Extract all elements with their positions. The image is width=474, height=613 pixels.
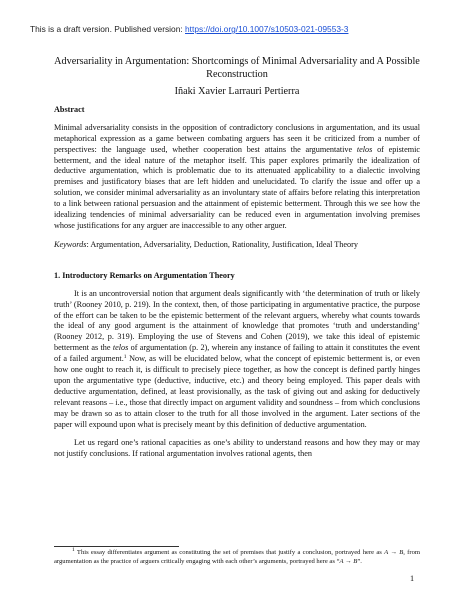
argument-formula: A → B — [384, 549, 404, 556]
draft-notice-text: This is a draft version. Published version: — [30, 24, 186, 34]
draft-notice — [30, 24, 348, 34]
footnote-marker[interactable]: 1 — [123, 354, 127, 361]
doi-link[interactable]: https://doi.org/10.1007/s10503-021-09553-3 — [185, 24, 349, 34]
telos-term: telos — [112, 343, 129, 353]
author-name: Iñaki Xavier Larrauri Pertierra — [174, 86, 300, 97]
section-heading: 1. Introductory Remarks on Argumentation Theory — [54, 270, 235, 280]
keywords-line — [54, 240, 420, 251]
abstract-heading: Abstract — [54, 104, 85, 114]
abstract-text — [54, 123, 420, 232]
page-number: 1 — [410, 574, 415, 583]
paragraph-2-text: Let us regard one’s rational capacities as one’s ability to understand reasons and how they may or may not justify conclusions. If rational argumentation involves rational agents, then — [54, 438, 420, 459]
paper-title: Adversariality in Argumentation: Shortcomings of Minimal Adversariality and A Possible Reconstruction — [54, 56, 420, 80]
footnote-text-b: , from argumentation as the practice of arguers critically engaging with each other’s arguments, portrayed here as “ — [54, 549, 421, 565]
paper-body — [54, 55, 420, 460]
section1-paragraph-1 — [54, 289, 420, 431]
abstract-text-content: Minimal adversariality consists in the opposition of contradictory conclusions in argumentation, and its usual metaphorical expression as a game between combating arguers has seen it be criticized from a number of perspectives: the language used, whether cooperation best attains the argumentative telos of epistemic betterment, and the ideal nature of the metaphor itself. This paper explores primarily the idealization of deductive argumentation, which is problematic due to its attenuated applicability to a dialectic involving premises and justificatory biases that are left hidden and unelucidated. To clarify the issue and offer up a solution, we consider minimal adversariality as an involuntary state of affairs before relating this interpretation to a link between rational persuasion and the attainment of epistemic betterment. Through this we see how the idealizing tendencies of minimal adversariality can be reduced even in argumentation involving premises whose justifications for any arguer are inaccessible to any other arguer. — [54, 122, 420, 230]
footnote-number: 1 — [72, 547, 75, 553]
abstract-telos-term: telos — [356, 144, 373, 154]
keywords-label: Keywords — [54, 239, 87, 249]
keywords-text: : Argumentation, Adversariality, Deduction, Rationality, Justification, Ideal Theory — [86, 239, 358, 249]
footnote — [54, 549, 420, 566]
paragraph-1-part-c: Now, as will be elucidated below, what the concept of epistemic betterment is, or even how one ought to reach it, is difficult to precisely piece together, as how the concept is defined partly hinges upon the argumentative type (deductive, inductive, etc.) and theory being employed. This paper deals with deductive argumentation, defined, at least provisionally, as the task of giving out and asking for deductively relevant reasons – i.e., those that directly impact on argument validity and soundness – from which conclusions may be drawn so as to attain closer to the truth for all those involved in the argument. Later sections of the paper will expound upon what is precisely meant by this definition of deductive argumentation. — [54, 354, 420, 429]
footnote-text-a: This essay differentiates argument as constituting the set of premises that justify a conclusion, portrayed here as — [74, 549, 385, 556]
footnote-text-c: ”. — [357, 557, 362, 565]
paragraph-1-part-b: of argumentation (p. 2), wherein any instance of failing to attain it constitutes the event of a failed argument. — [54, 343, 420, 364]
section1-paragraph-2 — [54, 438, 420, 460]
paragraph-1-part-a: It is an uncontroversial notion that argument deals significantly with ‘the determination of truth or likely truth’ (Rooney 2010, p. 219). In the context, then, of those participating in argumentative practice, the purpose of the effort can be taken to be the epistemic betterment of the relevant arguers, whereby what counts towards the ideal of any good argument is the attainment of knowledge that promotes ‘truth and understanding’ (Rooney 2012, p. 319). Employing the use of Stevens and Cohen (2019), we take this ideal of epistemic betterment as the — [54, 288, 420, 353]
argumentation-formula: A → B — [339, 557, 358, 565]
